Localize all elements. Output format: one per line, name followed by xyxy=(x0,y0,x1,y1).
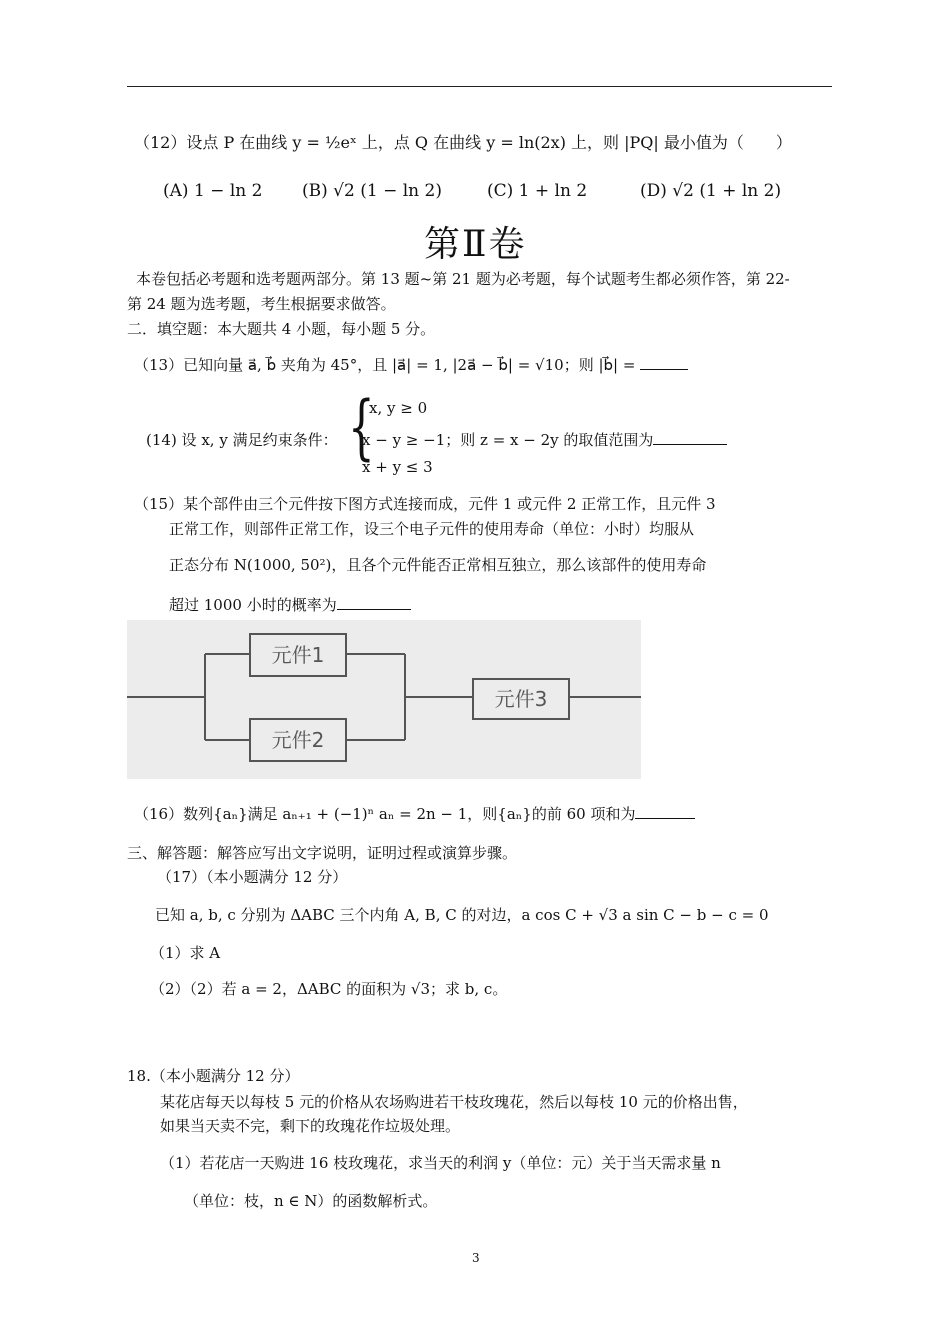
q18-line2: 如果当天卖不完，剩下的玫瑰花作垃圾处理。 xyxy=(160,1117,461,1135)
q15-line2: 正常工作，则部件正常工作，设三个电子元件的使用寿命（单位：小时）均服从 xyxy=(169,520,695,538)
component-1-label: 元件1 xyxy=(271,643,325,667)
q14-constraint-2 xyxy=(362,429,727,450)
q17-heading: （17）（本小题满分 12 分） xyxy=(157,868,348,886)
q14-prefix: (14) 设 x, y 满足约束条件： xyxy=(146,431,338,449)
q12-stem: （12）设点 P 在曲线 y = ½eˣ 上，点 Q 在曲线 y = ln(2x) 上，则 |PQ| 最小值为（ ） xyxy=(134,133,792,152)
q15-line1: （15）某个部件由三个元件按下图方式连接而成，元件 1 或元件 2 正常工作，且元件 3 xyxy=(134,495,716,513)
q18-line1: 某花店每天以每枝 5 元的价格从农场购进若干枝玫瑰花，然后以每枝 10 元的价格出售， xyxy=(160,1093,748,1111)
component-3-label: 元件3 xyxy=(494,687,548,711)
q12-option-c: (C) 1 + ln 2 xyxy=(487,181,588,201)
q14-constraint-2-text: x − y ≥ −1；则 z = x − 2y 的取值范围为 xyxy=(362,431,654,449)
q14-constraint-1: x, y ≥ 0 xyxy=(369,399,428,417)
page-number: 3 xyxy=(472,1251,480,1265)
section2-heading: 二．填空题：本大题共 4 小题，每小题 5 分。 xyxy=(127,320,436,338)
q15-line4 xyxy=(169,594,411,615)
circuit-diagram xyxy=(127,620,641,779)
q15-line4-text: 超过 1000 小时的概率为 xyxy=(169,596,337,614)
q15-answer-blank xyxy=(337,595,411,610)
q14-answer-blank xyxy=(653,430,727,445)
part2-title: 第Ⅱ卷 xyxy=(424,224,527,265)
q18-part1: （1）若花店一天购进 16 枝玫瑰花，求当天的利润 y（单位：元）关于当天需求量 n xyxy=(160,1154,721,1172)
circuit-svg xyxy=(127,620,641,779)
q13-text: （13）已知向量 a⃗, b⃗ 夹角为 45°，且 |a⃗| = 1, |2a⃗ − b⃗| = √10；则 |b⃗| = xyxy=(134,356,641,374)
q16-answer-blank xyxy=(635,804,695,819)
q13-stem xyxy=(134,354,688,375)
q17-part2: （2）（2）若 a = 2，ΔABC 的面积为 √3；求 b, c。 xyxy=(150,980,508,998)
header-rule xyxy=(127,86,832,87)
q15-line3: 正态分布 N(1000, 50²)，且各个元件能否正常相互独立，那么该部件的使用寿命 xyxy=(169,556,707,574)
part2-intro-line2: 第 24 题为选考题，考生根据要求做答。 xyxy=(127,295,396,313)
part2-intro-line1: 本卷包括必考题和选考题两部分。第 13 题~第 21 题为必考题，每个试题考生都必须作答，第 22- xyxy=(136,270,790,288)
q18-heading: 18.（本小题满分 12 分） xyxy=(127,1067,300,1085)
q12-option-d: (D) √2 (1 + ln 2) xyxy=(640,181,782,201)
section3-heading: 三、解答题：解答应写出文字说明，证明过程或演算步骤。 xyxy=(127,844,518,862)
q16-stem xyxy=(134,803,695,824)
q17-stem: 已知 a, b, c 分别为 ΔABC 三个内角 A, B, C 的对边，a cos C + √3 a sin C − b − c = 0 xyxy=(155,906,769,924)
q13-answer-blank xyxy=(640,355,688,370)
component-2-label: 元件2 xyxy=(271,728,325,752)
q14-constraint-3: x + y ≤ 3 xyxy=(362,458,433,476)
q12-option-a: (A) 1 − ln 2 xyxy=(163,181,263,201)
q17-part1: （1）求 A xyxy=(150,944,221,962)
q14-brace: { xyxy=(348,386,375,468)
q16-text: （16）数列{aₙ}满足 aₙ₊₁ + (−1)ⁿ aₙ = 2n − 1，则{aₙ}的前 60 项和为 xyxy=(134,805,636,823)
q12-option-b: (B) √2 (1 − ln 2) xyxy=(302,181,442,201)
q18-part1-cont: （单位：枝，n ∈ N）的函数解析式。 xyxy=(184,1192,438,1210)
